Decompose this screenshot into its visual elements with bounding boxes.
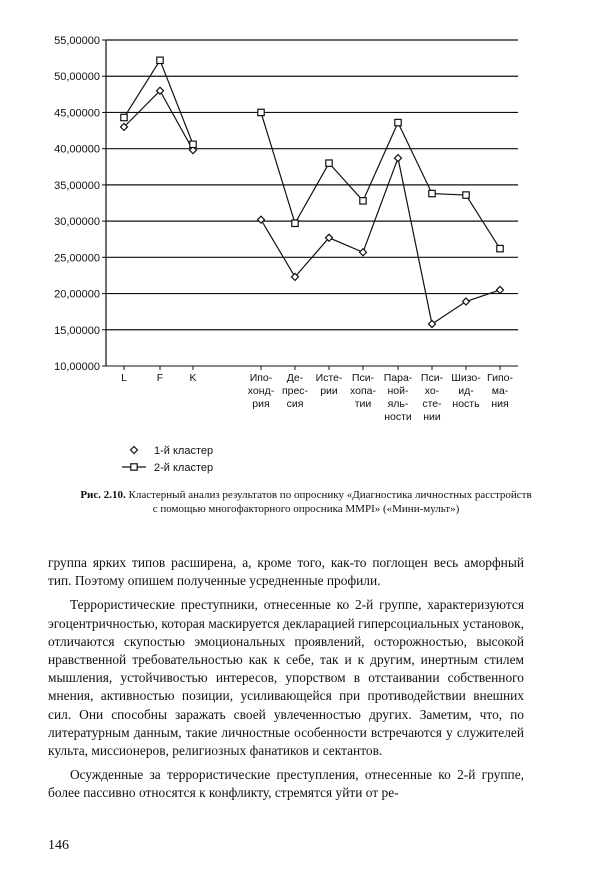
x-category-label: яль- [387, 398, 409, 410]
series-2-point [190, 141, 196, 147]
series-1-point [429, 320, 436, 327]
x-category-label: ность [452, 398, 480, 410]
series-2-point [497, 245, 503, 251]
series-2-point [463, 192, 469, 198]
x-category-label: Пара- [383, 372, 413, 384]
series-2-line [261, 112, 500, 248]
x-category-label: Пси- [420, 372, 444, 384]
y-tick-label: 55,00000 [54, 35, 100, 47]
paragraph-3: Осужденные за террористические преступления, отнесенные ко 2-й группе, более пассивно относятся к конфликту, стремятся уйти от ре- [48, 767, 524, 801]
x-category-label: хонд- [247, 385, 275, 397]
figure-caption [80, 488, 532, 516]
series-1-point [395, 155, 402, 162]
legend-label: 2-й кластер [154, 462, 214, 474]
x-category-label: L [121, 372, 127, 384]
series-2-point [292, 220, 298, 226]
series-2-point [121, 114, 127, 120]
x-category-label: ид- [458, 385, 474, 397]
x-category-label: прес- [281, 385, 309, 397]
x-category-label: рия [252, 398, 270, 410]
y-tick-label: 30,00000 [54, 216, 100, 229]
legend-marker [131, 464, 137, 470]
x-category-label: Шизо- [451, 372, 481, 384]
caption-text: Кластерный анализ результатов по опроснику «Диагностика личностных расстройств с помощью многофакторного опросника MMPI» («Мини-мульт») [128, 489, 532, 515]
x-category-label: Исте- [315, 372, 343, 384]
page-number: 146 [48, 838, 69, 853]
series-1-point [258, 216, 265, 223]
paragraph-2: Террористические преступники, отнесенные ко 2-й группе, характеризуются эгоцентричностью, которая маскируется декларацией гиперсоциальных установок, отличаются скупостью эмоциональных проявлений, осторожностью, высокой нравственной требовательностью как к себе, так и к другим, инертным стилем мышления, устойчивостью интересов, упорством в отстаивании собственного мнения, активностью позиции, усиливающейся при противодействии внешних сил. Они способны заражать своей увлеченностью других. Заметим, что, по литературным данным, такие личностные особенности встречаются у служителей культа, миссионеров, религиозных фанатиков и сектантов. [48, 597, 524, 759]
series-1-point [497, 286, 504, 293]
series-2-point [157, 57, 163, 63]
x-category-label: Ипо- [249, 372, 273, 384]
x-category-label: K [189, 372, 197, 384]
x-category-label: ной- [387, 385, 409, 397]
series-2-point [326, 160, 332, 166]
series-2-point [429, 190, 435, 196]
x-category-label: ности [384, 411, 412, 423]
series-1-point [463, 298, 470, 305]
y-tick-label: 15,00000 [54, 324, 100, 337]
x-category-label: нии [423, 411, 441, 423]
x-category-label: F [156, 372, 164, 384]
y-tick-label: 40,00000 [54, 143, 100, 156]
series-2-point [258, 109, 264, 115]
x-category-label: Де- [286, 372, 304, 384]
x-category-label: Гипо- [487, 372, 513, 384]
legend-label: 1-й кластер [154, 445, 214, 457]
x-category-label: хо- [424, 385, 440, 397]
x-category-label: хопа- [350, 385, 376, 397]
legend-marker [131, 447, 138, 454]
caption-label: Рис. 2.10. [80, 489, 126, 501]
series-1-point [360, 249, 367, 256]
x-category-label: ния [491, 398, 509, 410]
y-tick-label: 35,00000 [54, 179, 100, 192]
body-text [48, 554, 524, 803]
series-2-point [395, 119, 401, 125]
y-tick-label: 20,00000 [54, 288, 100, 301]
series-1-line [124, 91, 193, 150]
series-2-point [360, 198, 366, 204]
y-tick-label: 25,00000 [54, 252, 100, 265]
paragraph-1: группа ярких типов расширена, а, кроме того, как-то поглощен весь аморфный тип. Поэтому опишем полученные усредненные профили. [48, 555, 524, 589]
x-category-label: ма- [491, 385, 509, 397]
y-tick-label: 45,00000 [54, 107, 100, 120]
x-category-label: тии [354, 398, 372, 410]
x-category-label: сте- [422, 398, 442, 410]
x-category-label: Пси- [351, 372, 375, 384]
y-tick-label: 50,00000 [54, 71, 100, 84]
y-tick-label: 10,00000 [54, 361, 100, 373]
x-category-label: сия [286, 398, 304, 410]
x-category-label: рии [320, 385, 338, 397]
